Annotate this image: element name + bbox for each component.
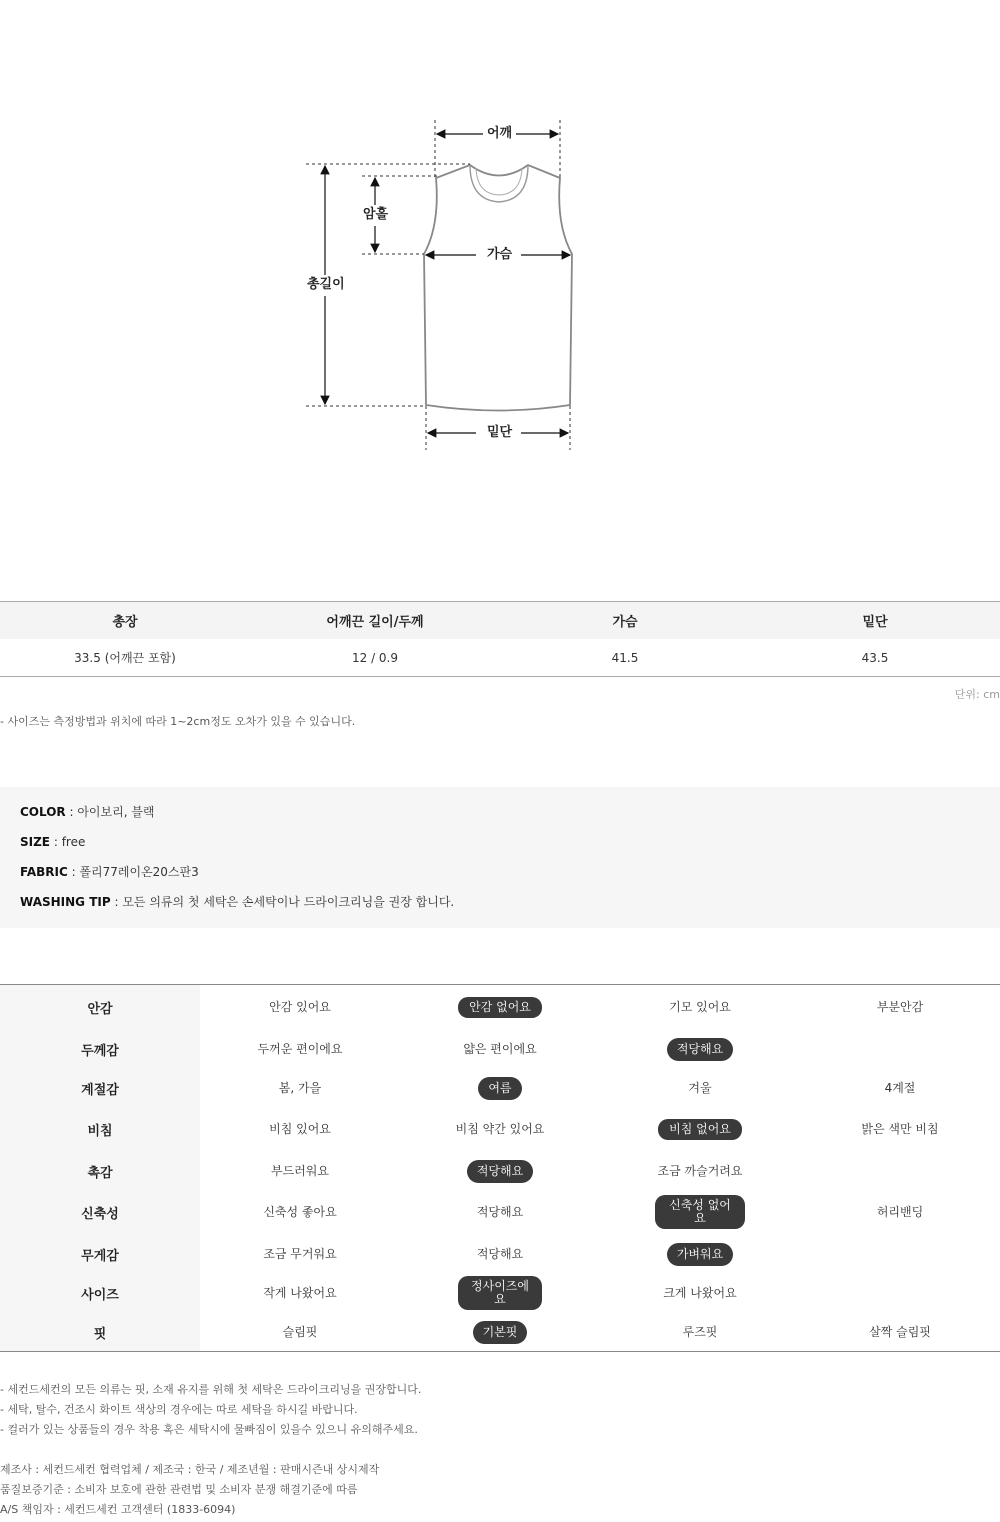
feel-option-cell <box>400 1160 600 1183</box>
size-table-row <box>0 639 1000 676</box>
feel-option-cell <box>600 1165 800 1178</box>
fabric-line <box>20 864 199 880</box>
quality-info: 품질보증기준 : 소비자 보호에 관한 관련법 및 소비자 분쟁 해결기준에 따름 <box>0 1483 358 1496</box>
feel-option: 슬림핏 <box>282 1324 318 1339</box>
feel-option-cell <box>400 1321 600 1344</box>
color-label: COLOR <box>20 805 66 819</box>
care-note: - 컬러가 있는 상품들의 경우 착용 혹은 세탁시에 물빠짐이 있을수 있으니 유의해주세요. <box>0 1423 418 1436</box>
feel-option-cell <box>800 1123 1000 1136</box>
feel-option: 부분안감 <box>876 999 924 1014</box>
fabric-value: : 폴리77레이온20스판3 <box>67 865 199 879</box>
feel-row-label: 신축성 <box>81 1206 119 1222</box>
feel-option: 허리밴딩 <box>876 1204 924 1219</box>
feel-option-cell <box>200 1165 400 1178</box>
washing-line <box>20 894 454 910</box>
feel-option-cell <box>200 1206 400 1219</box>
feel-option: 겨울 <box>688 1080 712 1095</box>
feel-option-selected: 안감 없어요 <box>458 997 542 1018</box>
feel-option-selected: 여름 <box>478 1077 521 1100</box>
feel-option-selected: 적당해요 <box>467 1160 533 1183</box>
feel-row-label: 핏 <box>93 1326 107 1342</box>
size-table <box>0 601 1000 677</box>
label-armhole: 암홀 <box>359 207 392 223</box>
size-line <box>20 834 85 850</box>
feel-option-cell <box>600 1119 800 1140</box>
feel-option-cell <box>200 1082 400 1095</box>
feel-option: 안감 있어요 <box>269 999 331 1014</box>
feel-option-cell <box>400 1077 600 1100</box>
feel-option-selected: 정사이즈에요 <box>458 1276 542 1310</box>
value-chest: 41.5 <box>611 650 639 665</box>
feel-option-cell <box>400 1206 600 1219</box>
care-note: - 세탁, 탈수, 건조시 화이트 색상의 경우에는 따로 세탁을 하시길 바랍니다. <box>0 1403 358 1416</box>
feel-option: 기모 있어요 <box>669 999 731 1014</box>
feel-row-label: 계절감 <box>81 1082 119 1098</box>
feel-option: 비침 있어요 <box>269 1121 331 1136</box>
header-strap: 어깨끈 길이/두께 <box>326 615 424 630</box>
feel-option: 루즈핏 <box>682 1324 718 1339</box>
feel-option-cell <box>200 1287 400 1300</box>
size-diagram <box>0 0 1000 560</box>
garment-outline <box>0 0 1000 560</box>
feel-option: 크게 나왔어요 <box>663 1285 737 1300</box>
feel-row <box>0 1234 1000 1274</box>
color-value: : 아이보리, 블랙 <box>65 805 155 819</box>
feel-option: 4계절 <box>884 1080 916 1095</box>
washing-label: WASHING TIP <box>20 895 111 909</box>
feel-option-cell <box>200 1123 400 1136</box>
header-total-length: 총장 <box>112 615 138 630</box>
feel-option-selected: 기본핏 <box>473 1321 528 1344</box>
feel-option: 적당해요 <box>476 1204 524 1219</box>
feel-option-cell <box>400 1123 600 1136</box>
value-total-length: 33.5 (어깨끈 포함) <box>74 651 176 665</box>
label-total-length: 총길이 <box>303 277 349 293</box>
feel-option-selected: 적당해요 <box>667 1038 733 1061</box>
feel-option-cell <box>600 1082 800 1095</box>
header-chest: 가슴 <box>612 615 638 630</box>
feel-option-cell <box>200 1001 400 1014</box>
feel-option-selected: 가벼워요 <box>667 1243 733 1266</box>
feel-option-cell <box>800 1206 1000 1219</box>
feel-row <box>0 1029 1000 1069</box>
feel-row-label: 무게감 <box>81 1248 119 1264</box>
feel-row-label: 촉감 <box>87 1165 113 1181</box>
feel-option-cell <box>400 1043 600 1056</box>
label-shoulder: 어깨 <box>483 126 516 142</box>
feel-option-cell <box>200 1043 400 1056</box>
feel-option-cell <box>600 1243 800 1266</box>
feel-option: 비침 약간 있어요 <box>455 1121 545 1136</box>
feel-row <box>0 1109 1000 1149</box>
feel-option: 두꺼운 편이에요 <box>257 1041 343 1056</box>
feel-option: 조금 까슬거려요 <box>657 1163 743 1178</box>
label-chest: 가슴 <box>483 247 516 263</box>
feel-row <box>0 1068 1000 1108</box>
feel-row-label: 안감 <box>87 1001 113 1017</box>
feel-row <box>0 1192 1000 1232</box>
feel-option-cell <box>800 1082 1000 1095</box>
feel-option-cell <box>800 1001 1000 1014</box>
feel-option: 얇은 편이에요 <box>463 1041 537 1056</box>
feel-row-label: 비침 <box>87 1123 113 1139</box>
feel-option-cell <box>600 1195 800 1229</box>
feel-row <box>0 1273 1000 1313</box>
feel-option-selected: 신축성 없어요 <box>655 1195 745 1229</box>
feel-option-cell <box>400 1248 600 1261</box>
feel-option: 봄, 가을 <box>278 1080 322 1095</box>
feel-option: 신축성 좋아요 <box>263 1204 337 1219</box>
feel-row <box>0 1151 1000 1191</box>
care-note: - 세컨드세컨의 모든 의류는 핏, 소재 유지를 위해 첫 세탁은 드라이크리닝을 권장합니다. <box>0 1383 422 1396</box>
feel-option-cell <box>200 1248 400 1261</box>
feel-option: 작게 나왔어요 <box>263 1285 337 1300</box>
feel-row <box>0 1312 1000 1352</box>
feel-row-label: 두께감 <box>81 1043 119 1059</box>
size-label: SIZE <box>20 835 51 849</box>
feel-option: 조금 무거워요 <box>263 1246 337 1261</box>
feel-option-cell <box>600 1001 800 1014</box>
size-value: : free <box>50 835 86 849</box>
feel-option: 살짝 슬림핏 <box>869 1324 931 1339</box>
header-hem: 밑단 <box>862 615 888 630</box>
feel-option-cell <box>400 1276 600 1310</box>
size-table-header <box>0 602 1000 639</box>
unit-label: 단위: cm <box>954 688 1000 701</box>
feel-option-cell <box>400 997 600 1018</box>
fabric-label: FABRIC <box>20 865 68 879</box>
feel-option: 밝은 색만 비침 <box>861 1121 939 1136</box>
feel-option-cell <box>600 1287 800 1300</box>
label-hem: 밑단 <box>483 425 516 441</box>
as-info: A/S 책임자 : 세컨드세컨 고객센터 (1833-6094) <box>0 1503 236 1516</box>
feel-option: 부드러워요 <box>271 1163 329 1178</box>
size-note: - 사이즈는 측정방법과 위치에 따라 1~2cm정도 오차가 있을 수 있습니다. <box>0 715 356 728</box>
feel-option: 적당해요 <box>476 1246 524 1261</box>
feel-option-cell <box>200 1326 400 1339</box>
product-info-box <box>0 787 1000 928</box>
color-line <box>20 804 155 820</box>
feel-option-cell <box>600 1038 800 1061</box>
feel-row <box>0 987 1000 1027</box>
maker-info: 제조사 : 세컨드세컨 협력업체 / 제조국 : 한국 / 제조년월 : 판매시즌내 상시제작 <box>0 1463 380 1476</box>
feel-option-cell <box>800 1326 1000 1339</box>
value-hem: 43.5 <box>861 650 889 665</box>
washing-value: : 모든 의류의 첫 세탁은 손세탁이나 드라이크리닝을 권장 합니다. <box>110 895 455 909</box>
feel-option-selected: 비침 없어요 <box>658 1119 742 1140</box>
feel-option-cell <box>600 1326 800 1339</box>
feel-row-label: 사이즈 <box>81 1287 119 1303</box>
value-strap: 12 / 0.9 <box>351 650 399 665</box>
fabric-feel-table <box>0 984 1000 1352</box>
